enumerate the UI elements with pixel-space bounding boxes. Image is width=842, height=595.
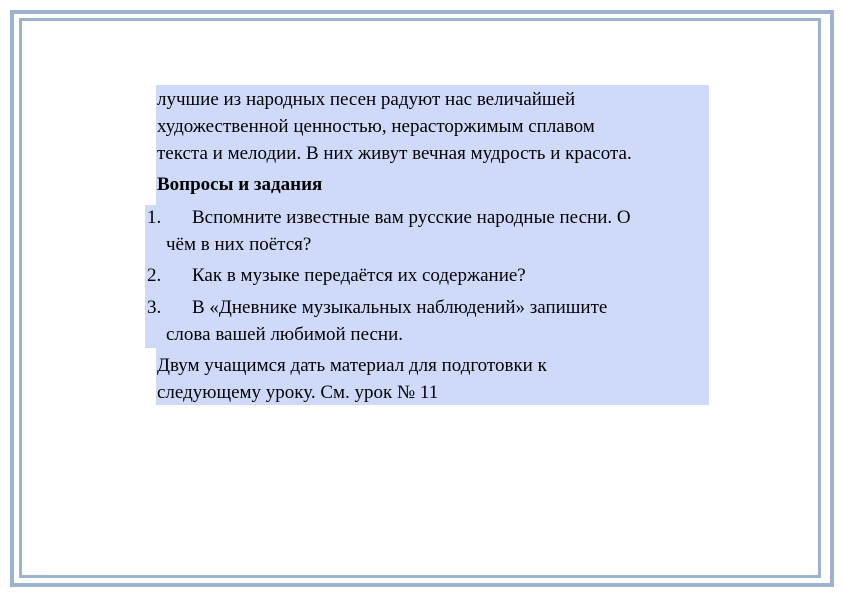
question-1-line-2: чём в них поётся? — [166, 234, 312, 255]
question-3-line-2: слова вашей любимой песни. — [166, 324, 403, 345]
question-1-line-1: Вспомните известные вам русские народные песни. О — [192, 207, 631, 228]
closing-line-2: следующему уроку. См. урок № 11 — [157, 382, 439, 403]
question-2-line-1: Как в музыке передаётся их содержание? — [192, 265, 526, 286]
question-1-number: 1. — [147, 207, 162, 228]
question-3-number: 3. — [147, 297, 162, 318]
intro-line-1: лучшие из народных песен радуют нас величайшей — [157, 89, 576, 110]
intro-line-3: текста и мелодии. В них живут вечная мудрость и красота. — [157, 143, 632, 164]
question-2-number: 2. — [147, 265, 162, 286]
closing-line-1: Двум учащимся дать материал для подготовки к — [157, 355, 547, 376]
question-3-line-1: В «Дневнике музыкальных наблюдений» запишите — [192, 297, 608, 318]
intro-line-2: художественной ценностью, нерасторжимым сплавом — [157, 116, 595, 137]
section-title: Вопросы и задания — [157, 174, 323, 195]
